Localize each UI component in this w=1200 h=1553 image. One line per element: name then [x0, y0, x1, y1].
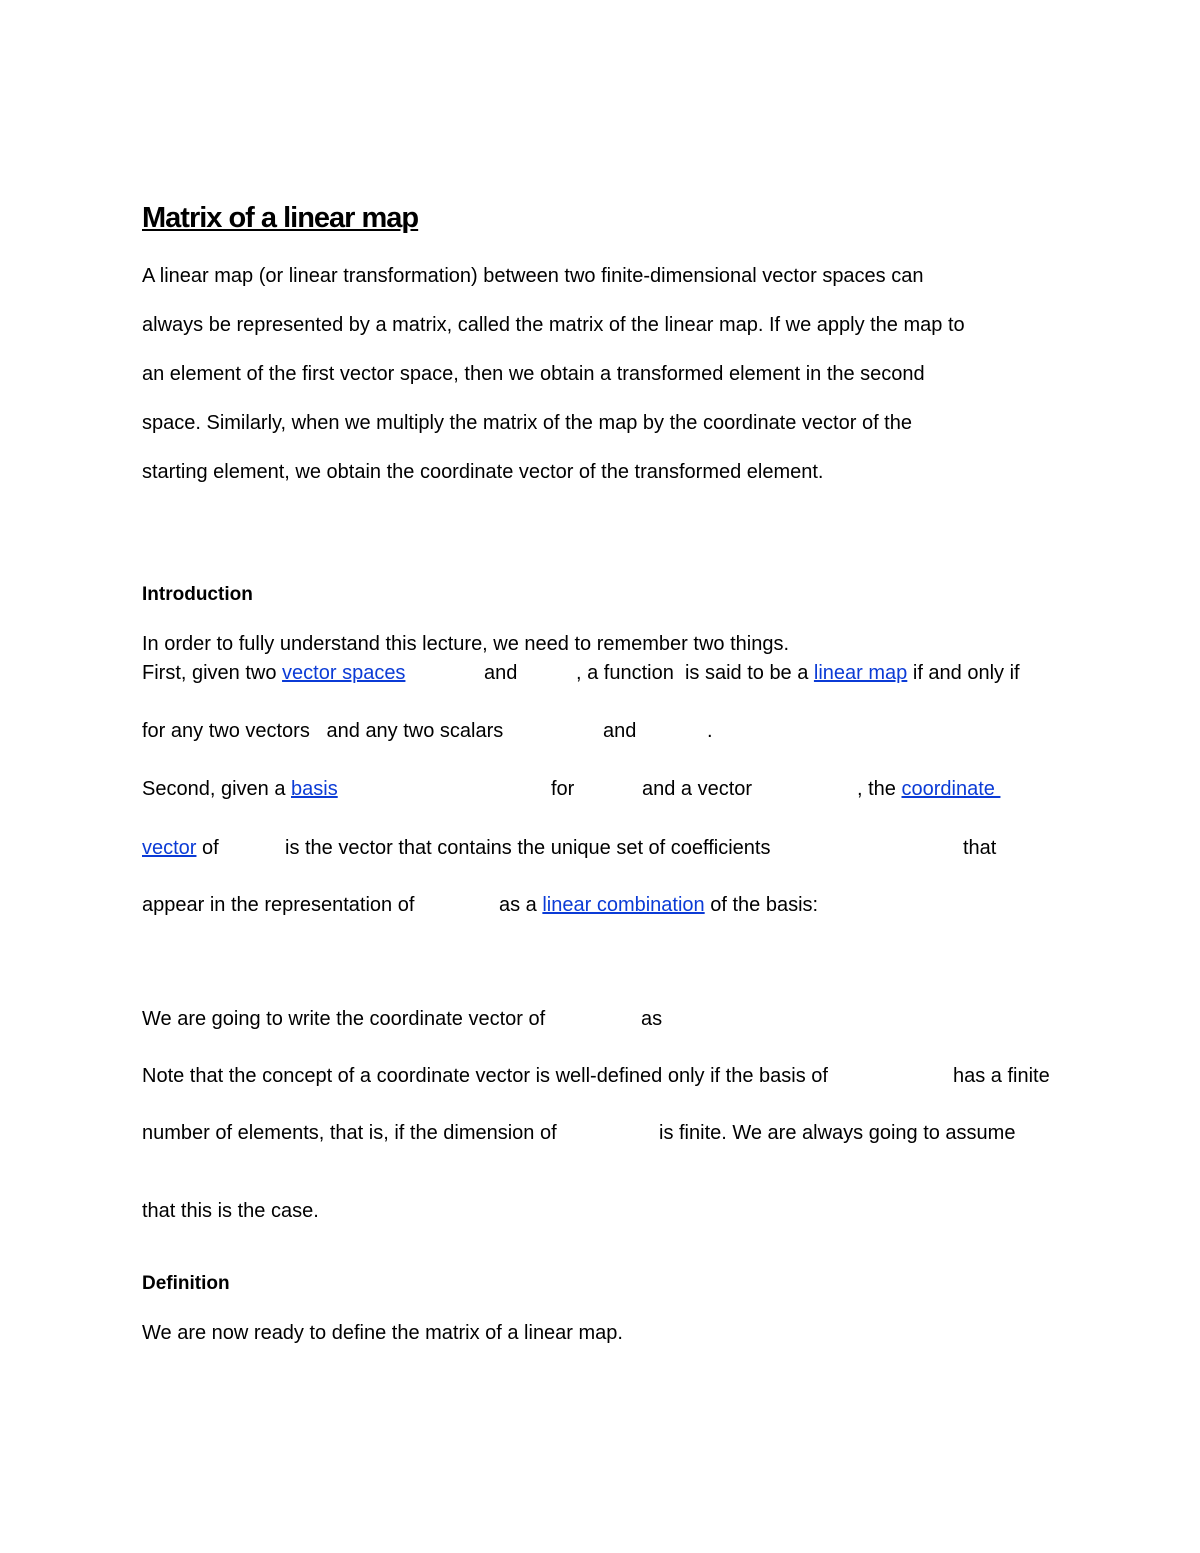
line10-text: that this is the case. [142, 1200, 319, 1222]
coordinate-vector-link-part2[interactable]: vector [142, 837, 197, 859]
line4-text-c: and a vector [642, 778, 753, 800]
line2-text-a: First, given two vector spaces [142, 662, 406, 684]
intro-line-1: A linear map (or linear transformation) between two finite-dimensional vector spaces can [142, 265, 924, 287]
line4-text-b: for [551, 778, 575, 800]
intro-line-3: an element of the first vector space, then we obtain a transformed element in the second [142, 363, 925, 385]
line9-text-b: is finite. We are always going to assume [659, 1122, 1016, 1144]
line8-text-a: Note that the concept of a coordinate vector is well-defined only if the basis of [142, 1065, 828, 1087]
line6-text-a: appear in the representation of [142, 894, 415, 916]
definition-heading: Definition [142, 1273, 230, 1294]
line5-text-a: vector of [142, 837, 219, 859]
vector-spaces-link[interactable]: vector spaces [282, 662, 406, 684]
line6-text-b: as a linear combination of the basis: [499, 894, 819, 916]
line4-text-d: , the coordinate [857, 778, 1001, 800]
line3-text-c: . [707, 720, 713, 742]
intro-line-4: space. Similarly, when we multiply the matrix of the map by the coordinate vector of the [142, 412, 912, 434]
definition-line-1: We are now ready to define the matrix of a linear map. [142, 1322, 623, 1344]
intro-line-5: starting element, we obtain the coordinate vector of the transformed element. [142, 461, 824, 483]
line7-text-a: We are going to write the coordinate vector of [142, 1008, 546, 1030]
line7-text-b: as [641, 1008, 663, 1030]
line5-text-c: that [963, 837, 997, 859]
line3-text-a: for any two vectors and any two scalars [142, 720, 504, 742]
page-title: Matrix of a linear map [142, 202, 419, 234]
intro-line-2: always be represented by a matrix, called the matrix of the linear map. If we apply the map to [142, 314, 965, 336]
linear-combination-link[interactable]: linear combination [542, 894, 705, 916]
line5-text-b: is the vector that contains the unique set of coefficients [285, 837, 771, 859]
basis-link[interactable]: basis [291, 778, 338, 800]
line3-text-b: and [603, 720, 637, 742]
line4-text-a: Second, given a basis [142, 778, 338, 800]
intro-section-line-1: In order to fully understand this lecture, we need to remember two things. [142, 633, 790, 655]
line2-text-c: , a function is said to be a linear map if and only if [576, 662, 1020, 684]
line9-text-a: number of elements, that is, if the dimension of [142, 1122, 557, 1144]
line2-text-b: and [484, 662, 518, 684]
coordinate-vector-link-part1[interactable]: coordinate [901, 778, 1001, 800]
introduction-heading: Introduction [142, 584, 253, 605]
line8-text-b: has a finite [953, 1065, 1050, 1087]
linear-map-link[interactable]: linear map [813, 662, 908, 684]
